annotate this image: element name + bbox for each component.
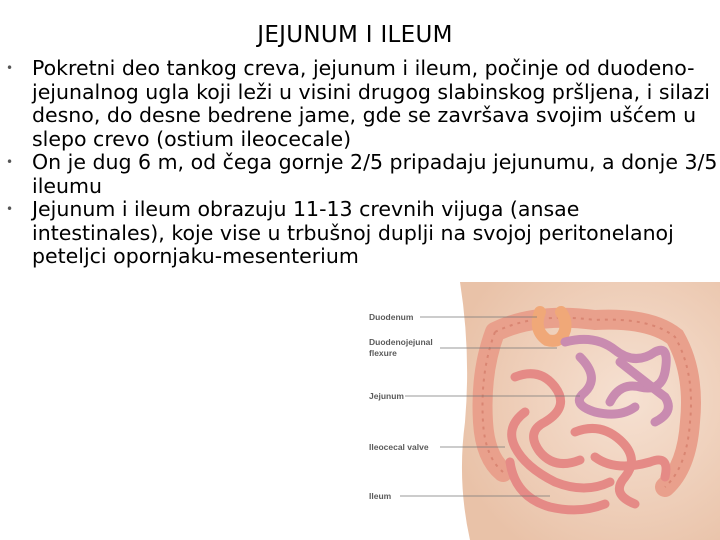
label-flexure-line2: flexure: [369, 348, 397, 358]
bullet-text: On je dug 6 m, od čega gornje 2/5 pripadaju jejunumu, a donje 3/5 ileumu: [32, 150, 718, 198]
bullet-list: [6, 57, 718, 269]
bullet-icon: •: [6, 61, 14, 75]
bullet-text: Jejunum i ileum obrazuju 11-13 crevnih vijuga (ansae intestinales), koje vise u trbušnoj duplji na svojoj peritonelanoj peteljci opornjaku-mesenterium: [32, 197, 674, 268]
bullet-icon: •: [6, 202, 14, 216]
bullet-icon: •: [6, 155, 14, 169]
label-ileocecal-valve: Ileocecal valve: [369, 442, 429, 452]
label-flexure-line1: Duodenojejunal: [369, 337, 433, 347]
bullet-item: [6, 198, 718, 269]
bullet-item: [6, 57, 718, 151]
bullet-item: [6, 151, 718, 198]
label-jejunum: Jejunum: [369, 391, 404, 401]
intestine-illustration: [365, 282, 720, 540]
label-ileum: Ileum: [369, 491, 392, 501]
label-duodenum: Duodenum: [369, 312, 414, 322]
bullet-text: Pokretni deo tankog creva, jejunum i ileum, počinje od duodeno-jejunalnog ugla koji leži u visini drugog slabinskog pršljena, i silazi desno, do desne bedrene jame, gde se završava svojim ušćem u slepo crevo (ostium ileocecale): [32, 56, 710, 151]
intestine-drawing: [365, 282, 720, 540]
slide-title: JEJUNUM I ILEUM: [257, 22, 453, 48]
